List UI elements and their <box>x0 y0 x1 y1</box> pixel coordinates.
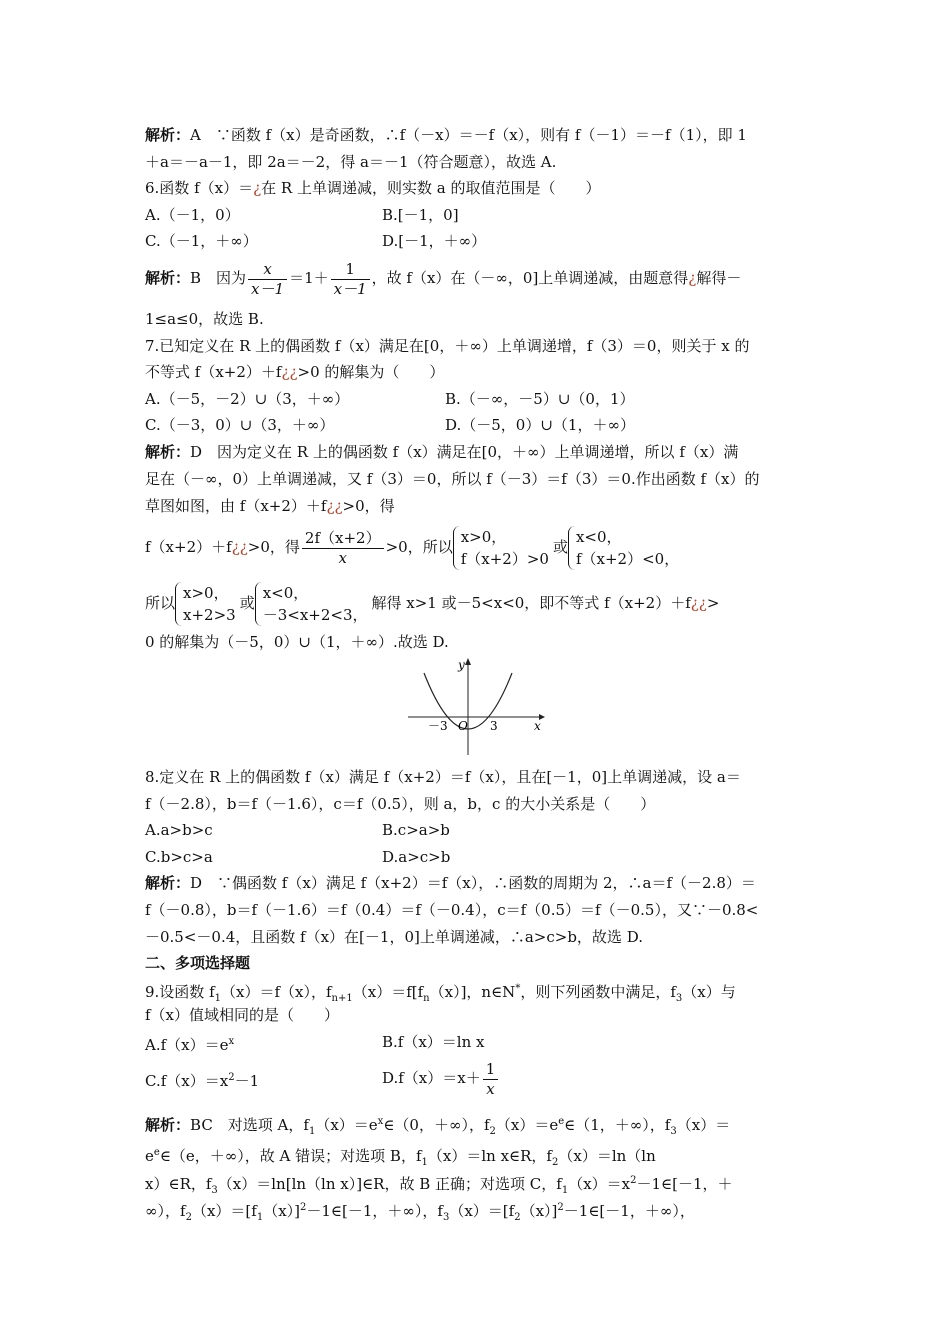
q8-option-d: D.a>c>b <box>382 848 451 866</box>
subscript: 1 <box>561 1185 569 1196</box>
q9-text: ∈（1，＋∞），f <box>564 1116 671 1134</box>
q7-stem-text-b: >0 的解集为（ ） <box>297 363 445 381</box>
or-word: 或 <box>552 538 568 556</box>
q9-text: 9.设函数 f <box>145 983 215 1001</box>
q9-text: －1∈[－1，＋∞），f <box>306 1202 443 1220</box>
system-line: x>0， <box>460 528 507 546</box>
q5-solution-line2: ＋a＝－a－1，即 2a＝－2，得 a＝－1（符合题意），故选 A. <box>145 153 557 171</box>
fraction <box>331 260 370 299</box>
equation-system <box>175 582 240 626</box>
q8-option-b: B.c>a>b <box>382 821 450 839</box>
q8-solution-line3: －0.5<－0.4，且函数 f（x）在[－1，0]上单调递减，∴a>c>b，故选 D. <box>145 928 643 946</box>
q6-solution-text-mid: ＝1＋ <box>289 269 329 287</box>
q9-text: （x）] <box>263 1202 300 1220</box>
fraction-numerator: x <box>248 260 287 280</box>
superscript: x <box>377 1116 384 1127</box>
q7-solution-line6: 0 的解集为（－5，0）∪（1，＋∞）.故选 D. <box>145 633 449 651</box>
q6-solution-line2: 1≤a≤0，故选 B. <box>145 310 264 328</box>
q7-solution-mark: ¿¿ <box>231 538 248 556</box>
q7-options-row1 <box>145 389 815 409</box>
solution-label: 解析： <box>145 443 191 461</box>
q6-solution-mark: ¿ <box>688 269 697 287</box>
fraction <box>302 529 384 568</box>
q7-solution-text3a: 草图如图，由 f（x+2）＋f <box>145 497 327 515</box>
q8-options-row2 <box>145 847 815 867</box>
q7-solution-line5 <box>145 578 815 628</box>
system-line: f（x+2）<0， <box>575 550 680 568</box>
q9-text: ，则下列函数中满足，f <box>520 983 676 1001</box>
superscript: e <box>558 1116 565 1127</box>
fraction-numerator: 2f（x+2） <box>302 529 384 549</box>
q9-text: （x）＝e <box>495 1116 559 1134</box>
q9-text: BC 对选项 A，f <box>190 1116 309 1134</box>
q9-text: （x）＝ <box>676 1116 731 1134</box>
system-line: －3<x+2<3， <box>262 606 368 624</box>
q7-solution-text5b: 解得 x>1 或－5<x<0，即不等式 f（x+2）＋f <box>371 594 691 612</box>
subscript: 3 <box>675 993 683 1004</box>
solution-label: 解析： <box>145 874 191 892</box>
q9-option-a <box>145 1036 234 1054</box>
q8-stem-line2: f（－2.8），b＝f（－1.6），c＝f（0.5），则 a，b，c 的大小关系是（ ） <box>145 795 656 813</box>
q9-text: （x）＝ln（ln <box>558 1147 656 1165</box>
q9-options-row2 <box>145 1056 815 1103</box>
q5-solution-line1 <box>145 125 815 145</box>
q6-stem-mark: ¿ <box>253 179 262 197</box>
fraction <box>248 260 287 299</box>
q7-stem-text-a: 不等式 f（x+2）＋f <box>145 363 282 381</box>
q9-text: D.f（x）＝x＋ <box>382 1069 481 1087</box>
q9-option-b: B.f（x）＝ln x <box>382 1033 485 1051</box>
q9-text: －1 <box>234 1072 260 1090</box>
fraction-denominator: x <box>486 1079 495 1098</box>
system-line: x<0， <box>575 528 622 546</box>
q7-options-row2 <box>145 415 815 435</box>
q6-solution-text-c: 解得－ <box>696 269 742 287</box>
system-line: x>0， <box>183 584 229 602</box>
q7-stem-line2 <box>145 362 815 382</box>
q8-solution-line2: f（－0.8），b＝f（－1.6）＝f（0.4）＝f（－0.4），c＝f（0.5）＝f（－0.5），又∵－0.8< <box>145 901 759 919</box>
q9-text: ∈（0，＋∞），f <box>383 1116 490 1134</box>
q9-text: （x）＝[f <box>191 1202 257 1220</box>
q9-text: （x）＝ln x∈R，f <box>427 1147 552 1165</box>
tick-label-3: 3 <box>490 719 498 733</box>
q9-solution-line1 <box>145 1112 815 1142</box>
q6-option-a: A.（－1，0） <box>145 206 240 224</box>
q9-text: e <box>145 1147 154 1165</box>
superscript: 2 <box>300 1202 307 1213</box>
system-line: x<0， <box>262 584 309 602</box>
q7-solution-line3 <box>145 496 815 516</box>
q7-solution-line1 <box>145 442 815 462</box>
q6-option-b: B.[－1，0] <box>382 206 459 224</box>
q9-text: （x）＝f（x），f <box>221 983 332 1001</box>
q9-solution-line4 <box>145 1198 815 1228</box>
q9-text: ∞），f <box>145 1202 186 1220</box>
subscript: 3 <box>211 1185 218 1196</box>
q9-option-d <box>382 1056 500 1100</box>
q7-stem-line1: 7.已知定义在 R 上的偶函数 f（x）满足在[0，＋∞）上单调递增，f（3）＝0，则关于 x 的 <box>145 337 750 355</box>
solution-label: 解析： <box>145 1116 191 1134</box>
q6-option-c: C.（－1，＋∞） <box>145 232 258 250</box>
q9-solution-line2 <box>145 1143 815 1173</box>
q9-text: x）∈R，f <box>145 1175 212 1193</box>
fraction-denominator: x－1 <box>251 279 285 298</box>
x-axis-label: x <box>534 719 541 733</box>
q7-solution-mark: ¿¿ <box>690 594 707 612</box>
or-word: 或 <box>239 594 255 612</box>
subscript: 2 <box>514 1212 521 1223</box>
q6-solution-line1 <box>145 259 815 299</box>
q6-stem-text-b: 在 R 上单调递减，则实数 a 的取值范围是（ ） <box>261 179 601 197</box>
q9-text: －1∈[－1，＋∞）， <box>563 1202 695 1220</box>
q7-option-a: A.（－5，－2）∪（3，＋∞） <box>145 390 350 408</box>
subscript: 1 <box>256 1212 264 1223</box>
fraction-numerator: 1 <box>331 260 370 280</box>
system-line: x+2>3 <box>183 606 236 624</box>
system-line: f（x+2）>0 <box>460 550 549 568</box>
q7-option-c: C.（－3，0）∪（3，＋∞） <box>145 416 335 434</box>
q7-solution-text4a: f（x+2）＋f <box>145 538 232 556</box>
q9-text: （x）＝ln[ln（ln x）]∈R，故 B 正确；对选项 C，f <box>217 1175 562 1193</box>
q7-solution-text4b: >0，得 <box>247 538 300 556</box>
q9-text: （x）与 <box>682 983 736 1001</box>
q8-option-c: C.b>c>a <box>145 848 213 866</box>
subscript: 2 <box>185 1212 192 1223</box>
q6-solution-text-b: ，故 f（x）在（－∞，0]上单调递减，由题意得 <box>371 269 689 287</box>
q6-stem-text-a: 6.函数 f（x）＝ <box>145 179 254 197</box>
q9-options-row1 <box>145 1032 815 1055</box>
section-heading: 二、多项选择题 <box>145 954 251 972</box>
q9-text: （x）＝e <box>315 1116 378 1134</box>
q9-text: ∈（e，＋∞），故 A 错误；对选项 B，f <box>159 1147 422 1165</box>
q9-solution-line3 <box>145 1171 815 1201</box>
q5-solution-text1: A ∵函数 f（x）是奇函数，∴f（－x）＝－f（x），则有 f（－1）＝－f（1），即 1 <box>190 126 747 144</box>
subscript: 1 <box>421 1157 428 1168</box>
solution-label: 解析： <box>145 126 191 144</box>
q9-text: C.f（x）＝x <box>145 1072 229 1090</box>
superscript: e <box>153 1147 160 1158</box>
superscript: 2 <box>557 1202 564 1213</box>
subscript: 2 <box>552 1157 559 1168</box>
q8-stem-line1: 8.定义在 R 上的偶函数 f（x）满足 f（x+2）＝f（x），且在[－1，0]上单调递减，设 a＝ <box>145 768 741 786</box>
q7-solution-text5a: 所以 <box>145 594 176 612</box>
fraction-denominator: x <box>338 548 347 567</box>
q7-solution-mark: ¿¿ <box>326 497 343 515</box>
subscript: n+1 <box>331 993 353 1004</box>
q8-solution-text1: D ∵偶函数 f（x）满足 f（x+2）＝f（x），∴函数的周期为 2，∴a＝f（－2.8）＝ <box>190 874 756 892</box>
q9-text: －1∈[－1，＋ <box>636 1175 733 1193</box>
q7-solution-text3b: >0，得 <box>342 497 395 515</box>
y-axis-label: y <box>458 658 465 672</box>
tick-label-neg3: －3 <box>428 719 448 733</box>
q9-text: （x）＝x <box>568 1175 631 1193</box>
y-axis-arrow <box>465 658 471 665</box>
equation-system <box>568 526 683 570</box>
fraction-numerator: 1 <box>483 1060 499 1080</box>
subscript: n <box>423 993 430 1004</box>
q7-option-d: D.（－5，0）∪（1，＋∞） <box>445 416 635 434</box>
q9-text: （x）＝f[f <box>352 983 424 1001</box>
q7-stem-mark: ¿¿ <box>281 363 298 381</box>
subscript: 1 <box>308 1126 316 1137</box>
q8-options-row1 <box>145 820 815 840</box>
q7-option-b: B.（－∞，－5）∪（0，1） <box>445 390 635 408</box>
superscript: * <box>515 983 521 994</box>
q8-solution-line1 <box>145 873 815 893</box>
q6-solution-text-a: B 因为 <box>190 269 247 287</box>
q9-text: （x）]，n∈N <box>429 983 516 1001</box>
q7-solution-text4c: >0，所以 <box>385 538 453 556</box>
q6-options-row2 <box>145 231 815 251</box>
q6-options-row1 <box>145 205 815 225</box>
origin-label: O <box>458 719 468 733</box>
q6-stem <box>145 178 815 198</box>
q7-solution-text1: D 因为定义在 R 上的偶函数 f（x）满足在[0，＋∞）上单调递增，所以 f（x）满 <box>190 443 739 461</box>
subscript: 3 <box>670 1126 677 1137</box>
q9-option-c <box>145 1072 259 1090</box>
q8-option-a: A.a>b>c <box>145 821 213 839</box>
superscript: x <box>228 1036 235 1047</box>
q7-solution-line4 <box>145 522 815 572</box>
q9-text: （x）＝[f <box>449 1202 515 1220</box>
q7-solution-line2: 足在（－∞，0）上单调递减，又 f（3）＝0，所以 f（－3）＝f（3）＝0.作出函数 f（x）的 <box>145 470 760 488</box>
fraction-denominator: x－1 <box>333 279 367 298</box>
fraction <box>483 1060 499 1099</box>
q9-text: （x）] <box>520 1202 558 1220</box>
q9-stem-line2: f（x）值域相同的是（ ） <box>145 1006 340 1024</box>
equation-system <box>255 582 372 626</box>
equation-system <box>453 526 553 570</box>
superscript: 2 <box>228 1072 235 1083</box>
subscript: 1 <box>214 993 222 1004</box>
subscript: 2 <box>489 1126 496 1137</box>
superscript: 2 <box>630 1175 637 1186</box>
q7-solution-text5c: > <box>706 594 720 612</box>
function-sketch-graph <box>402 655 547 760</box>
subscript: 3 <box>442 1212 450 1223</box>
solution-label: 解析： <box>145 269 191 287</box>
q9-text: A.f（x）＝e <box>145 1036 229 1054</box>
q6-option-d: D.[－1，＋∞） <box>382 232 487 250</box>
